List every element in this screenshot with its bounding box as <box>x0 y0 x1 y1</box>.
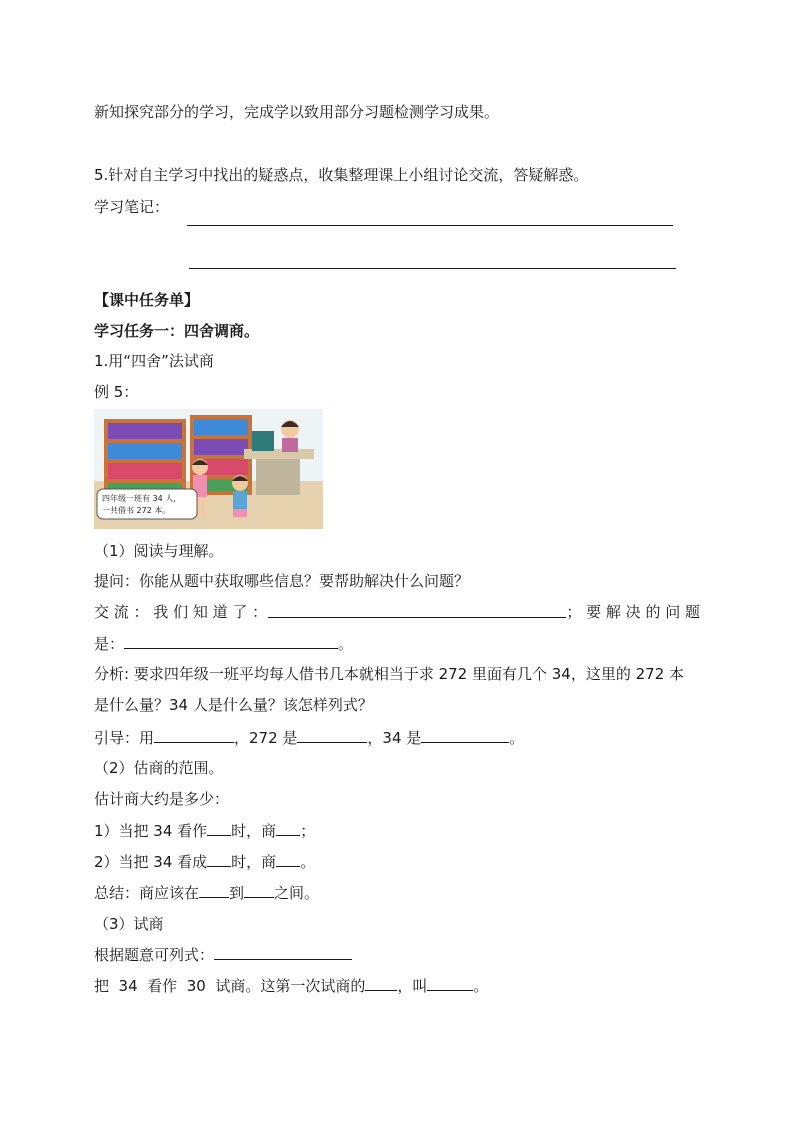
notes-line-1 <box>187 225 673 226</box>
guide-mid-1: ，272 是 <box>234 729 298 747</box>
part1-question: 提问：你能从题中获取哪些信息？要帮助解决什么问题？ <box>94 572 470 590</box>
case1-blank-1[interactable] <box>207 820 231 836</box>
example-label: 例 5： <box>94 383 139 401</box>
case2-prefix: 2）当把 34 看成 <box>94 853 208 871</box>
case2-row <box>94 851 315 872</box>
exchange-blank-2[interactable] <box>124 633 338 649</box>
guide-mid-2: ，34 是 <box>367 729 422 747</box>
case1-row <box>94 820 315 841</box>
formula-prefix: 根据题意可列式： <box>94 946 215 964</box>
guide-row <box>94 727 524 748</box>
summary-row <box>94 882 319 903</box>
item-5: 5.针对自主学习中找出的疑惑点，收集整理课上小组讨论交流，答疑解惑。 <box>94 166 589 184</box>
formula-row <box>94 944 352 965</box>
trial-row <box>94 975 488 996</box>
case1-blank-2[interactable] <box>276 820 300 836</box>
guide-blank-1[interactable] <box>154 727 234 743</box>
summary-blank-2[interactable] <box>244 882 274 898</box>
student-boy <box>232 475 248 517</box>
guide-prefix: 引导：用 <box>94 729 155 747</box>
task1-title: 学习任务一：四舍调商。 <box>94 322 260 340</box>
exchange-line2-end: 。 <box>338 635 354 653</box>
exchange-prefix: 交 流 ： 我 们 知 道 了 ： <box>94 603 268 621</box>
summary-end: 之间。 <box>274 884 320 902</box>
guide-end: 。 <box>509 729 525 747</box>
part2-prompt: 估计商大约是多少： <box>94 790 230 808</box>
case2-mid: 时，商 <box>231 853 277 871</box>
notes-label: 学习笔记： <box>94 198 170 216</box>
bookshelf-left <box>104 419 186 497</box>
trial-end: 。 <box>473 977 489 995</box>
summary-blank-1[interactable] <box>199 882 229 898</box>
bubble-text-1: 四年级一班有 34 人， <box>102 494 182 503</box>
case1-mid: 时，商 <box>231 822 277 840</box>
trial-blank-2[interactable] <box>427 975 473 991</box>
analysis-line-2: 是什么量？34 人是什么量？该怎样列式？ <box>94 696 373 714</box>
example-illustration <box>94 409 323 529</box>
exchange-mid: ； 要 解 决 的 问 题 <box>566 603 700 621</box>
subsection-1: 1.用“四舍”法试商 <box>94 352 214 370</box>
formula-blank[interactable] <box>214 944 352 960</box>
part2-heading: （2）估商的范围。 <box>94 759 224 777</box>
guide-blank-3[interactable] <box>421 727 509 743</box>
guide-blank-2[interactable] <box>297 727 367 743</box>
analysis-line-1: 分析: 要求四年级一班平均每人借书几本就相当于求 272 里面有几个 34，这里的 272 本 <box>94 665 685 683</box>
part1-heading: （1）阅读与理解。 <box>94 542 224 560</box>
summary-mid: 到 <box>229 884 245 902</box>
part3-heading: （3）试商 <box>94 915 164 933</box>
case1-prefix: 1）当把 34 看作 <box>94 822 208 840</box>
case1-end: ； <box>300 822 316 840</box>
exchange-line2-prefix: 是： <box>94 635 125 653</box>
section-title: 【课中任务单】 <box>94 291 200 309</box>
preamble-line1: 新知探究部分的学习，完成学以致用部分习题检测学习成果。 <box>94 103 500 121</box>
trial-prefix: 把 34 看作 30 试商。这第一次试商的 <box>94 977 366 995</box>
case2-end: 。 <box>300 853 316 871</box>
case2-blank-1[interactable] <box>207 851 231 867</box>
exchange-row-1 <box>94 602 700 622</box>
notes-line-2 <box>189 268 676 269</box>
trial-blank-1[interactable] <box>365 975 397 991</box>
exchange-blank-1[interactable] <box>268 602 566 618</box>
trial-mid: ，叫 <box>397 977 428 995</box>
summary-prefix: 总结：商应该在 <box>94 884 200 902</box>
exchange-row-2 <box>94 633 353 654</box>
library-scene <box>94 409 323 529</box>
case2-blank-2[interactable] <box>276 851 300 867</box>
bubble-text-2: 一共借书 272 本。 <box>102 506 171 515</box>
